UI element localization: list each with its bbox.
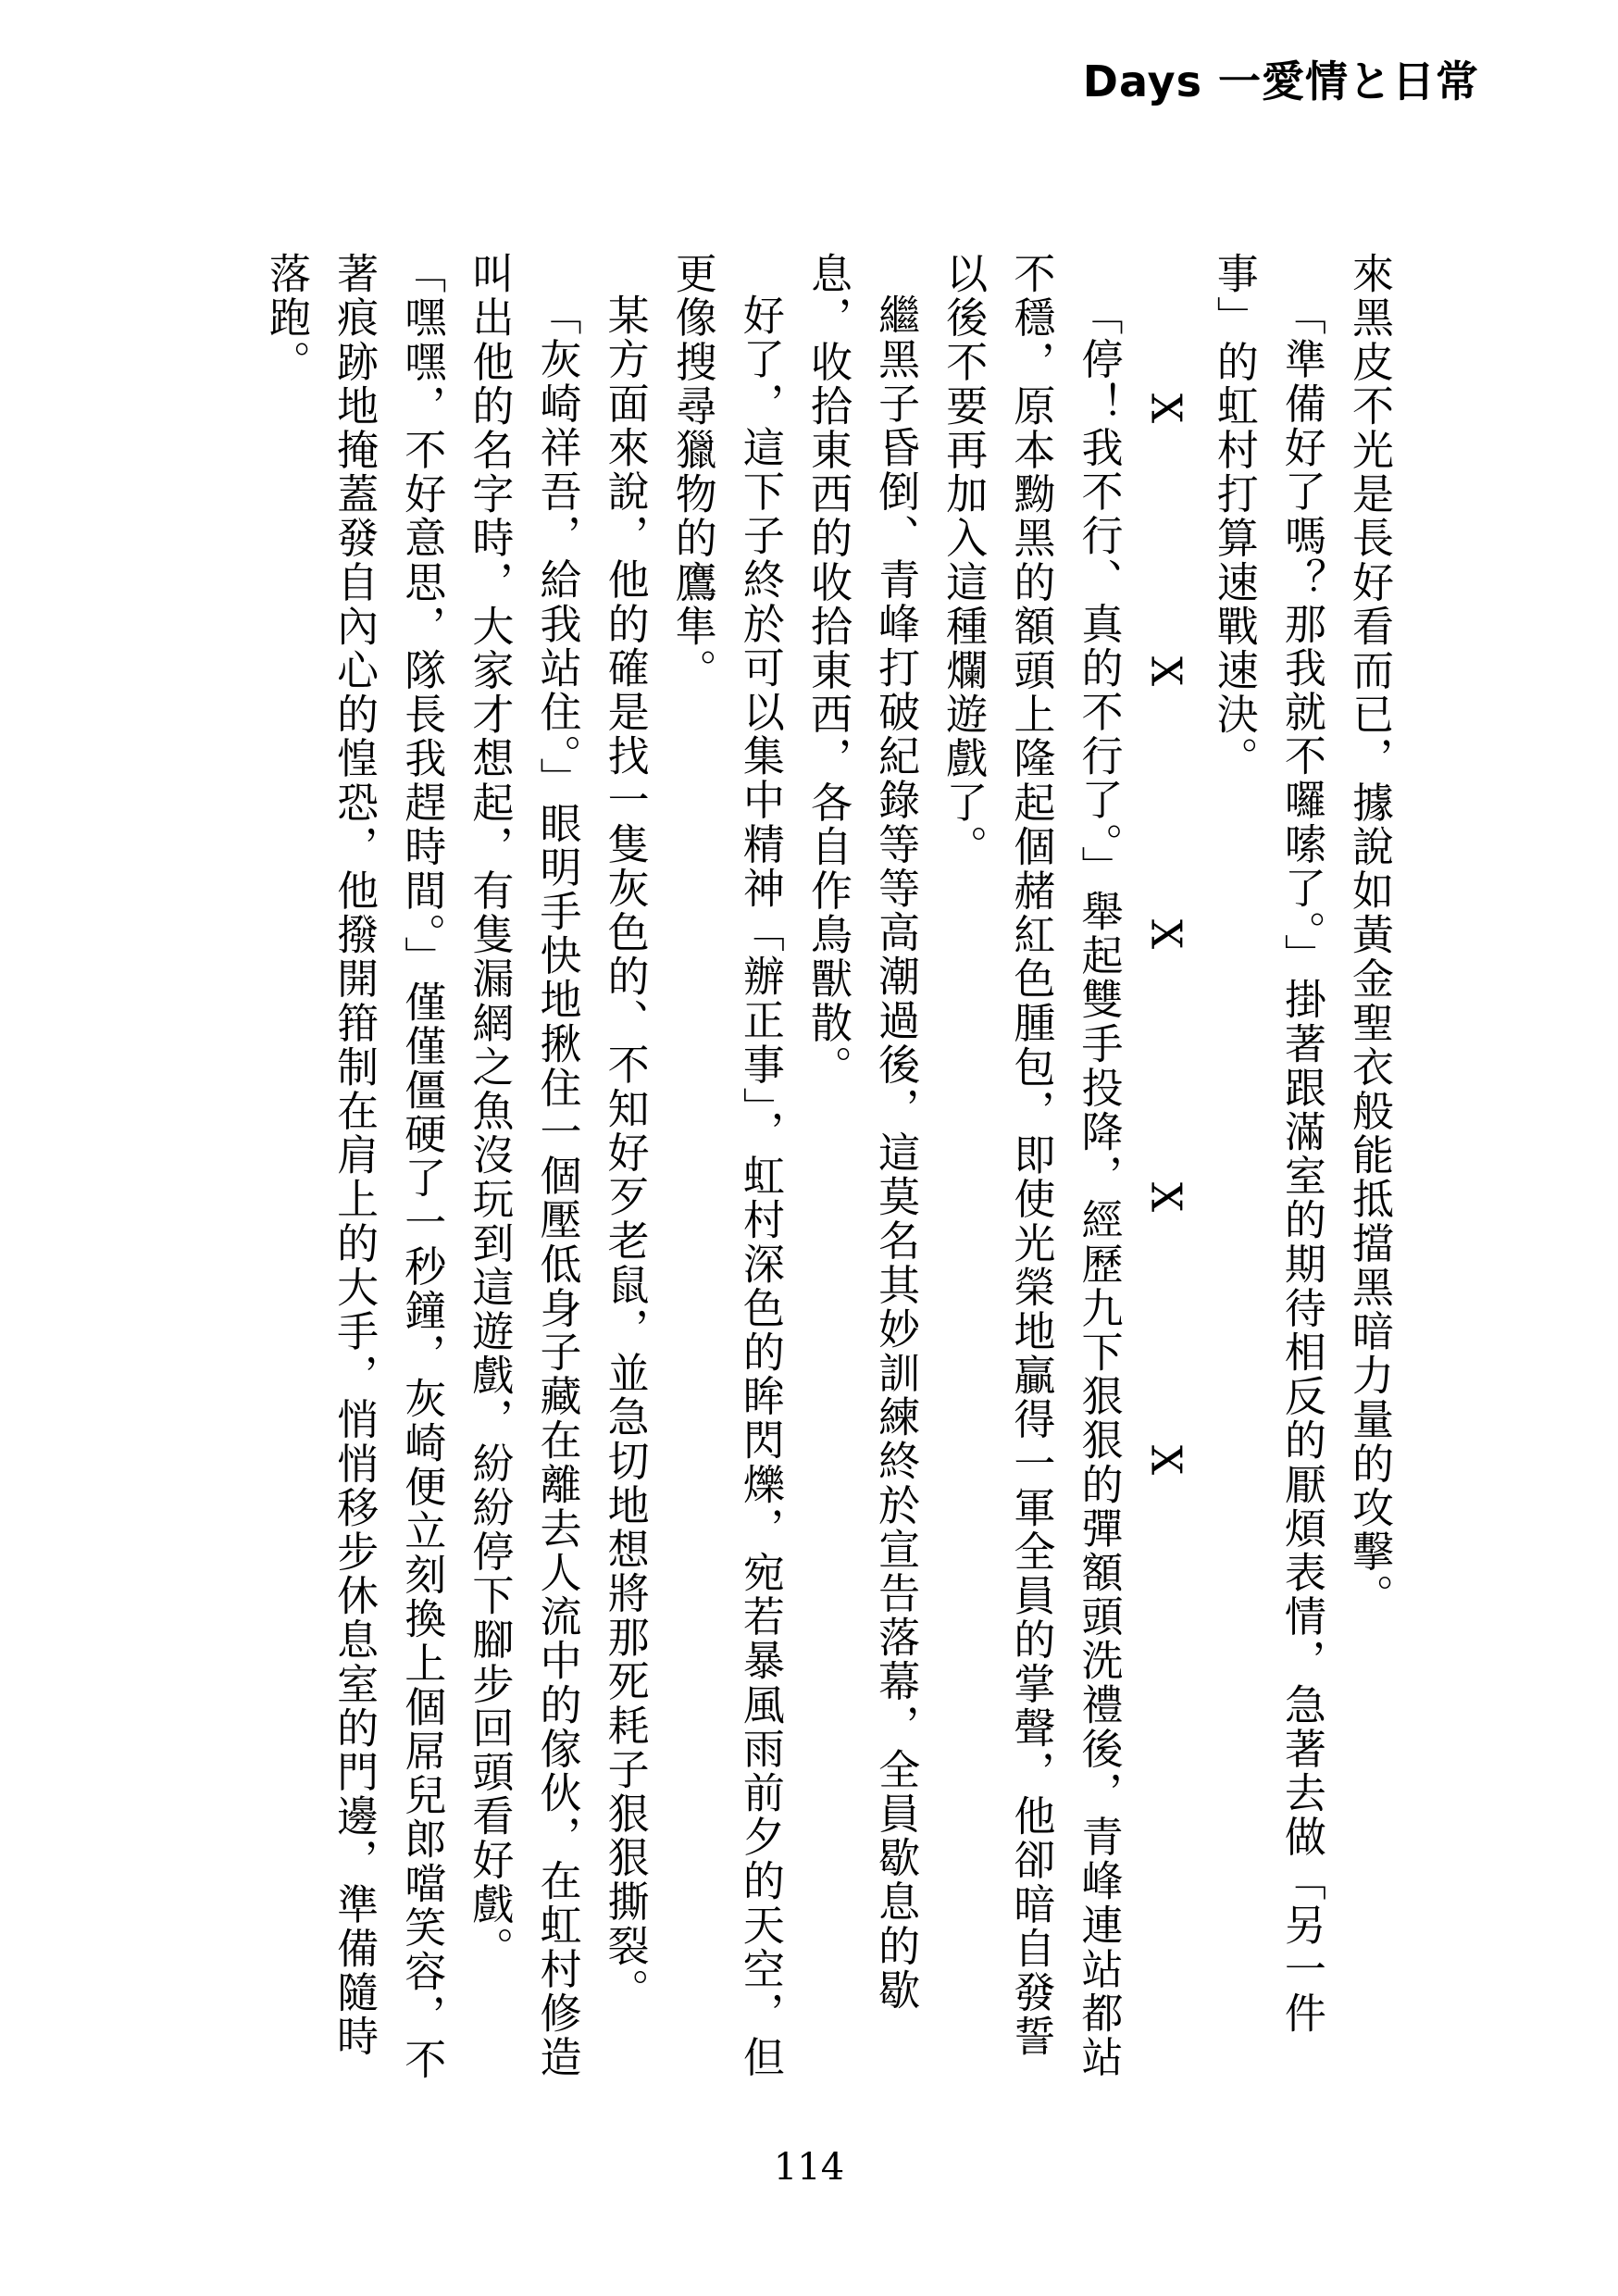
scene-break-mark: X [1141,656,1191,687]
scene-break-mark: X [1141,393,1191,424]
paragraph: 好了，這下子終於可以集中精神「辦正事」，虹村深色的眸閃爍，宛若暴風雨前夕的天空，但更像搜尋獵物的鷹隼。 [667,252,785,2080]
paragraph: 「灰崎祥吾，給我站住。」眼明手快地揪住一個壓低身子藏在離去人流中的傢伙，在虹村修造叫出他的名字時，大家才想起，有隻漏網之魚沒玩到這遊戲，紛紛停下腳步回頭看好戲。 [465,252,582,2080]
paragraph: 「嘿嘿，不好意思，隊長我趕時間。」僅僅僵硬了一秒鐘，灰崎便立刻換上個屌兒郎噹笑容，不著痕跡地掩蓋發自內心的惶恐，他撥開箝制在肩上的大手，悄悄移步休息室的門邊，準備隨時落跑。 [262,252,447,2082]
paragraph: 「準備好了嗎？那我就不囉嗦了。」掛著跟滿室的期待相反的厭煩表情，急著去做「另一件事」的虹村打算速戰速決。 [1209,252,1326,2036]
page-number: 114 [773,2146,845,2189]
scene-break-mark: X [1141,919,1191,950]
paragraph: 來黑皮不光是長好看而已，據說如黃金聖衣般能抵擋黑暗力量的攻擊。 [1345,252,1394,1618]
vertical-body-text [135,252,1403,2085]
scene-break-mark: X [1141,1445,1191,1476]
scene-break [1133,252,1201,2085]
paragraph: 繼黑子昏倒、青峰打破紀錄等等高潮過後，這莫名其妙訓練終於宣告落幕，全員歇息的歇息，收拾東西的收拾東西，各自作鳥獸散。 [803,252,921,2013]
scene-break-mark: X [1141,1182,1191,1213]
paragraph: 某方面來說，他的確是找一隻灰色的、不知好歹老鼠，並急切地想將那死耗子狠狠撕裂。 [600,293,650,2013]
running-header-title: Days 一愛情と日常 [1082,56,1479,106]
paragraph: 「停！我不行、真的不行了。」舉起雙手投降，經歷九下狠狠的彈額頭洗禮後，青峰連站都站不穩，原本黝黑的額頭上隆起個赭紅色腫包，即使光榮地贏得一軍全員的掌聲，他卻暗自發誓以後不要再加入這種爛遊戲了。 [939,252,1124,2080]
